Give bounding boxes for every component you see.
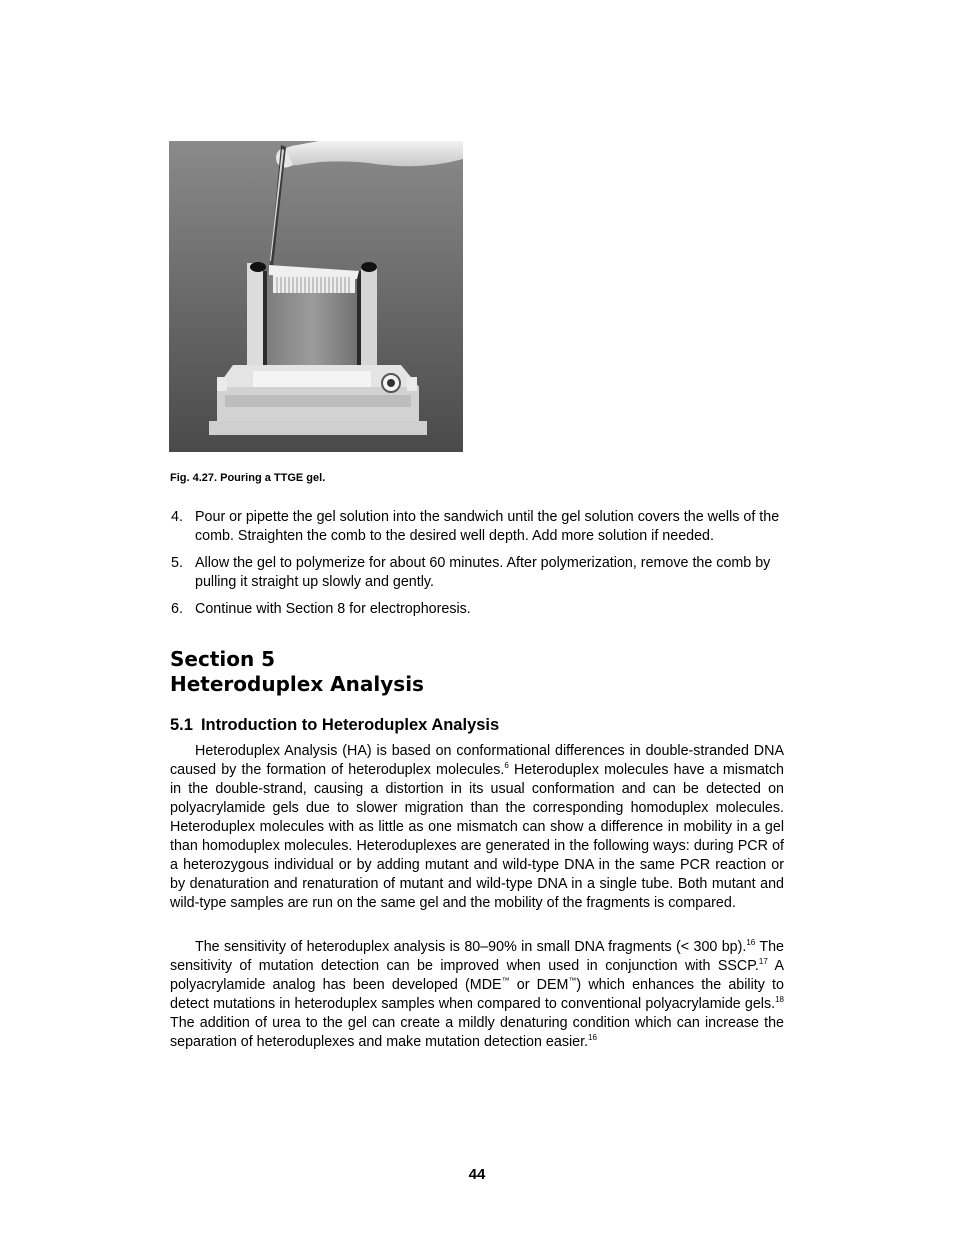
- paragraph-text: The sensitivity of heteroduplex analysis is 80–90% in small DNA fragments (< 300 bp).: [195, 939, 747, 955]
- figure-caption: Fig. 4.27. Pouring a TTGE gel.: [170, 472, 326, 484]
- section-heading: [170, 647, 424, 697]
- subsection-number: 5.1: [170, 716, 193, 734]
- section-number: Section 5: [170, 647, 276, 671]
- step-item: [170, 600, 784, 619]
- reference-superscript: 16: [746, 938, 756, 948]
- trademark-superscript: ™: [501, 976, 510, 986]
- step-number: 4.: [171, 509, 183, 525]
- gel-casting-illustration: [169, 141, 463, 452]
- section-title: Heteroduplex Analysis: [170, 672, 424, 696]
- paragraph-text: or DEM: [509, 977, 569, 993]
- reference-superscript: 18: [775, 995, 784, 1005]
- paragraph-text: The addition of urea to the gel can create a mildly denaturing condition which can increase the separation of heteroduplexes and make mutation detection easier.: [170, 1015, 784, 1050]
- step-number: 6.: [171, 601, 183, 617]
- step-item: [170, 508, 784, 546]
- subsection-title: Introduction to Heteroduplex Analysis: [200, 716, 500, 734]
- reference-superscript: 17: [758, 957, 768, 967]
- step-number: 5.: [171, 555, 183, 571]
- reference-superscript: 6: [504, 761, 509, 771]
- paragraph-sensitivity: [170, 938, 784, 1052]
- procedure-steps: [170, 508, 784, 627]
- paragraph-text: The sensitivity of mutation detection can be improved when used in conjunction with SSCP.: [170, 939, 784, 974]
- paragraph-text: ) which enhances the ability to detect mutations in heteroduplex samples when compared to conventional polyacrylamide gels.: [170, 977, 784, 1012]
- step-text: Allow the gel to polymerize for about 60 minutes. After polymerization, remove the comb by pulling it straight up slowly and gently.: [195, 555, 771, 590]
- subsection-heading: [170, 716, 499, 735]
- paragraph-intro: [170, 742, 784, 913]
- paragraph-text: Heteroduplex Analysis (HA) is based on conformational differences in double-stranded DNA caused by the formation of heteroduplex molecules.: [170, 743, 784, 778]
- page-number: 44: [468, 1166, 486, 1183]
- step-item: [170, 554, 784, 592]
- reference-superscript: 16: [588, 1033, 597, 1043]
- step-text: Continue with Section 8 for electrophoresis.: [195, 601, 471, 617]
- figure-photo: [169, 141, 463, 452]
- trademark-superscript: ™: [568, 976, 577, 986]
- paragraph-text: A polyacrylamide analog has been developed (MDE: [170, 958, 784, 993]
- paragraph-text: Heteroduplex molecules have a mismatch in the double-strand, causing a distortion in its usual conformation and can be detected on polyacrylamide gels due to slower migration than the corresponding homoduplex molecules. Heteroduplex molecules with as little as one mismatch can show a difference in mobility in a gel than homoduplex molecules. Heteroduplexes are generated in the following ways: during PCR of a heterozygous individual or by adding mutant and wild-type DNA in the same PCR reaction or by denaturation and renaturation of mutant and wild-type DNA in a single tube. Both mutant and wild-type samples are run on the same gel and the mobility of the fragments is compared.: [170, 762, 784, 911]
- step-text: Pour or pipette the gel solution into the sandwich until the gel solution covers the wells of the comb. Straighten the comb to the desired well depth. Add more solution if needed.: [195, 509, 780, 544]
